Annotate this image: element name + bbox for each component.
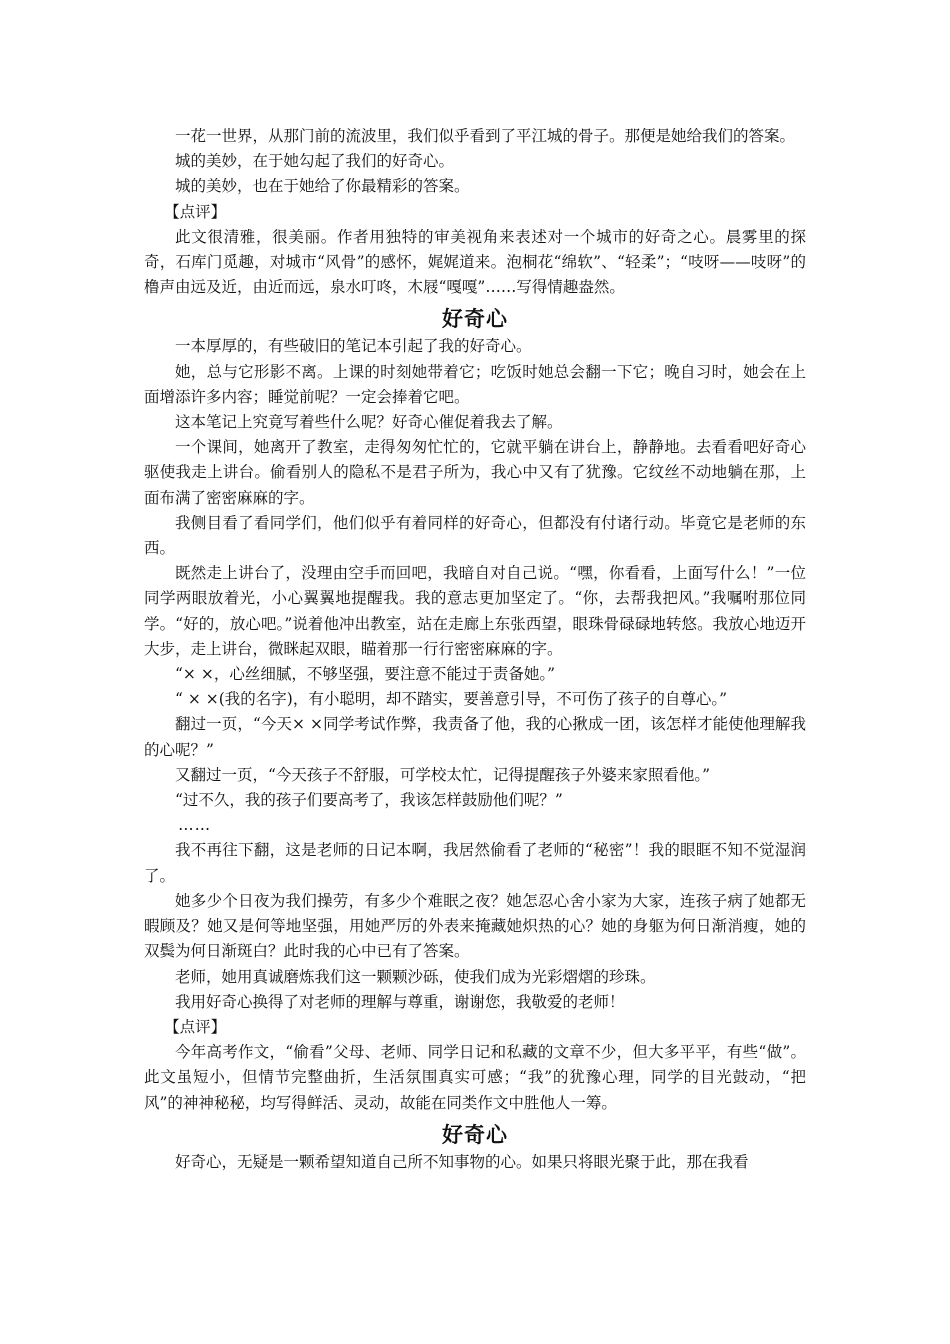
essay-paragraph: 我侧目看了看同学们，他们似乎有着同样的好奇心，但都没有付诸行动。毕竟它是老师的东西。 [144, 513, 806, 558]
intro-paragraph-1: 一花一世界，从那门前的流波里，我们似乎看到了平江城的骨子。那便是她给我们的答案。 [175, 127, 796, 145]
essay-paragraph: 一本厚厚的，有些破旧的笔记本引起了我的好奇心。 [175, 337, 532, 356]
essay-paragraph: 好奇心，无疑是一颗希望知道自己所不知事物的心。如果只将眼光聚于此，那在我看 [175, 1152, 749, 1171]
review-label: 【点评】 [164, 202, 227, 221]
essay-title: 好奇心 [442, 307, 508, 332]
review-paragraph: 今年高考作文，“偷看”父母、老师、同学日记和私藏的文章不少，但大多平平，有些“做”。此文虽短小，但情节完整曲折，生活氛围真实可感；“我”的犹豫心理，同学的目光鼓动，“把风”的神神秘秘，均写得鲜活、灵动，故能在同类作文中胜他人一筹。 [144, 1043, 806, 1112]
essay-paragraph: 她，总与它形影不离。上课的时刻她带着它；吃饭时她总会翻一下它；晚自习时，她会在上面增添许多内容；睡觉前呢？一定会捧着它吧。 [144, 362, 806, 406]
diary-quote: “× ×，心丝细腻，不够坚强，要注意不能过于责备她。” [175, 665, 556, 684]
review-label: 【点评】 [164, 1017, 227, 1036]
essay-paragraph: 这本笔记上究竟写着些什么呢？好奇心催促着我去了解。 [175, 413, 563, 432]
diary-quote: 又翻过一页，“今天孩子不舒服，可学校太忙，记得提醒孩子外婆来家照看他。” [175, 765, 711, 784]
ellipsis: …… [178, 816, 212, 835]
document-page [144, 124, 806, 1175]
essay-paragraph: 翻过一页，“今天× ×同学考试作弊，我责备了他，我的心揪成一团，该怎样才能使他理解我的心呢？” [144, 715, 806, 759]
essay-paragraph: 我用好奇心换得了对老师的理解与尊重，谢谢您，我敬爱的老师！ [175, 992, 625, 1011]
review-paragraph: 此文很清雅，很美丽。作者用独特的审美视角来表述对一个城市的好奇之心。晨雾里的探奇，石库门觅趣，对城市“风骨”的感怀，娓娓道来。泡桐花“绵软”、“轻柔”；“吱呀——吱呀”的橹声由远及近，由近而远，泉水叮咚，木屐“嘎嘎”……写得情趣盎然。 [144, 227, 806, 297]
essay-paragraph: 既然走上讲台了，没理由空手而回吧，我暗自对自己说。“嘿，你看看，上面写什么！”一位同学两眼放着光，小心翼翼地提醒我。我的意志更加坚定了。“你，去帮我把风。”我嘱咐那位同学。“好的，放心吧。”说着他冲出教室，站在走廊上东张西望，眼珠骨碌碌地转悠。我放心地迈开大步，走上讲台，微眯起双眼，瞄着那一行行密密麻麻的字。 [144, 564, 806, 658]
intro-paragraph-3: 城的美妙，也在于她给了你最精彩的答案。 [175, 177, 470, 196]
intro-paragraph-2: 城的美妙，在于她勾起了我们的好奇心。 [175, 152, 455, 171]
essay-title: 好奇心 [442, 1122, 508, 1147]
diary-quote: “过不久，我的孩子们要高考了，我该怎样鼓励他们呢？” [175, 791, 563, 810]
essay-paragraph: 她多少个日夜为我们操劳，有多少个难眠之夜？她怎忍心舍小家为大家，连孩子病了她都无暇顾及？她又是何等地坚强，用她严厉的外表来掩藏她炽热的心？她的身躯为何日渐消瘦，她的双鬓为何日渐斑白？此时我的心中已有了答案。 [144, 891, 806, 961]
essay-paragraph: 我不再往下翻，这是老师的日记本啊，我居然偷看了老师的“秘密”！我的眼眶不知不觉湿润了。 [144, 841, 806, 885]
diary-quote: “ × ×(我的名字)，有小聪明，却不踏实，要善意引导，不可伤了孩子的自尊心。” [175, 690, 728, 709]
essay-paragraph: 一个课间，她离开了教室，走得匆匆忙忙的，它就平躺在讲台上，静静地。去看看吧好奇心驱使我走上讲台。偷看别人的隐私不是君子所为，我心中又有了犹豫。它纹丝不动地躺在那，上面布满了密密麻麻的字。 [144, 438, 806, 507]
essay-paragraph: 老师，她用真诚磨炼我们这一颗颗沙砾，使我们成为光彩熠熠的珍珠。 [175, 967, 656, 986]
